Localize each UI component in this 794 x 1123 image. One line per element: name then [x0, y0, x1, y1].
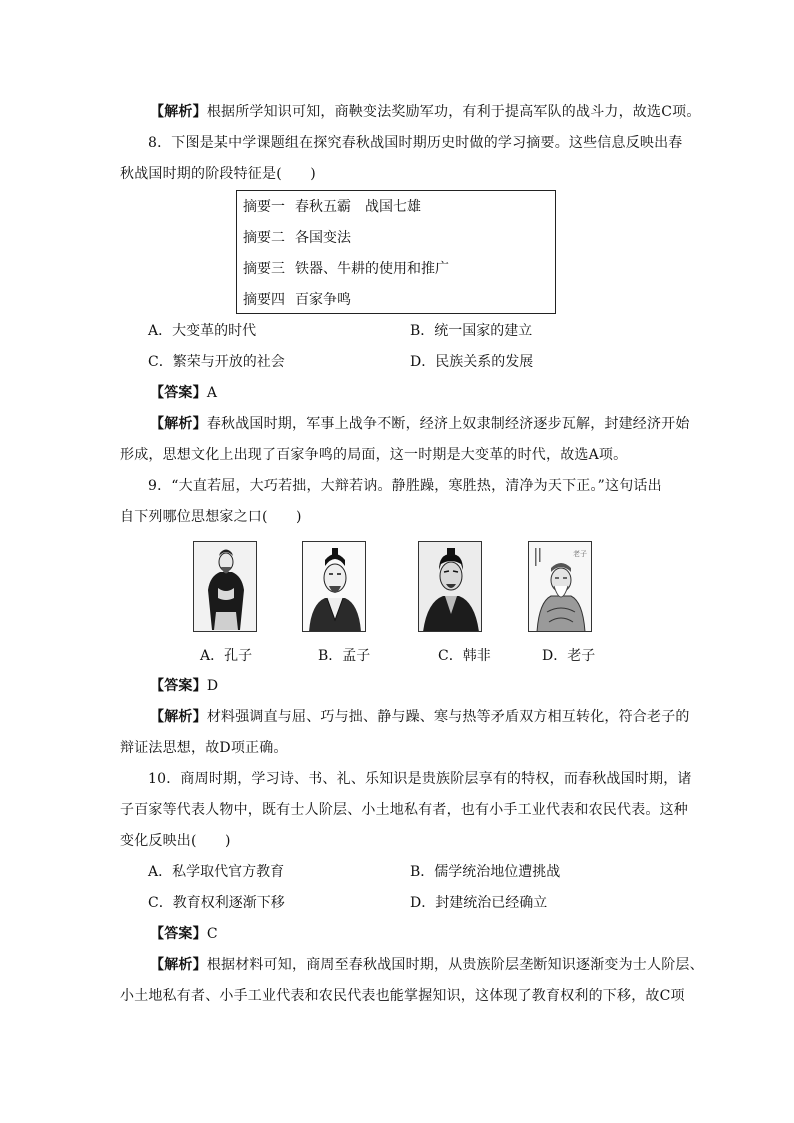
q7-analysis [150, 102, 701, 122]
q9-analysis-line-2: 辩证法思想，故D项正确。 [120, 740, 288, 756]
summary-key: 摘要二 [243, 230, 285, 246]
summary-value: 各国变法 [295, 230, 351, 246]
q9-stem-line-1: 9．“大直若屈，大巧若拙，大辩若讷。静胜躁，寒胜热，清净为天下正。”这句话出 [148, 478, 662, 494]
summary-row [243, 197, 421, 217]
q10-stem-line-2: 子百家等代表人物中，既有士人阶层、小土地私有者，也有小手工业代表和农民代表。这种 [120, 802, 688, 818]
summary-key: 摘要一 [243, 199, 285, 215]
summary-row [243, 290, 351, 310]
answer-value: A [206, 385, 218, 401]
analysis-tag: 【解析】 [150, 416, 207, 432]
q9-option-b[interactable]: B．孟子 [318, 648, 371, 664]
q10-analysis-line-1 [150, 955, 704, 975]
answer-value: D [206, 678, 219, 694]
confucius-portrait [193, 541, 257, 632]
hanfei-portrait [418, 541, 482, 632]
q8-option-c[interactable]: C．繁荣与开放的社会 [148, 354, 285, 370]
analysis-text: 春秋战国时期，军事上战争不断，经济上奴隶制经济逐步瓦解，封建经济开始 [206, 416, 690, 432]
q10-answer [150, 924, 218, 944]
q8-option-d[interactable]: D．民族关系的发展 [410, 354, 534, 370]
summary-row [243, 228, 351, 248]
summary-key: 摘要三 [243, 261, 285, 277]
q10-option-c[interactable]: C．教育权利逐渐下移 [148, 895, 285, 911]
q8-option-b[interactable]: B．统一国家的建立 [410, 323, 533, 339]
q9-analysis-line-1 [150, 707, 690, 727]
answer-tag: 【答案】 [150, 385, 207, 401]
summary-row [243, 259, 449, 279]
q10-option-b[interactable]: B．儒学统治地位遭挑战 [410, 864, 561, 880]
answer-tag: 【答案】 [150, 678, 207, 694]
analysis-tag: 【解析】 [150, 709, 207, 725]
summary-value: 铁器、牛耕的使用和推广 [295, 261, 449, 277]
q10-option-a[interactable]: A．私学取代官方教育 [148, 864, 285, 880]
mencius-portrait [302, 541, 366, 632]
summary-value: 百家争鸣 [295, 292, 351, 308]
q8-stem-line-1: 8．下图是某中学课题组在探究春秋战国时期历史时做的学习摘要。这些信息反映出春 [148, 135, 683, 151]
q10-stem-line-3: 变化反映出( ) [120, 833, 231, 849]
analysis-text: 根据所学知识可知，商鞅变法奖励军功，有利于提高军队的战斗力，故选C项。 [206, 104, 701, 120]
q8-analysis-line-2: 形成，思想文化上出现了百家争鸣的局面，这一时期是大变革的时代，故选A项。 [120, 447, 628, 463]
q9-option-c[interactable]: C．韩非 [438, 648, 491, 664]
laozi-portrait [528, 541, 592, 632]
q8-option-a[interactable]: A．大变革的时代 [148, 323, 257, 339]
analysis-text: 材料强调直与屈、巧与拙、静与躁、寒与热等矛盾双方相互转化，符合老子的 [206, 709, 690, 725]
q10-analysis-line-2: 小土地私有者、小手工业代表和农民代表也能掌握知识，这体现了教育权利的下移，故C项 [120, 988, 685, 1004]
summary-value: 春秋五霸 战国七雄 [295, 199, 421, 215]
q9-option-d[interactable]: D．老子 [542, 648, 596, 664]
summary-key: 摘要四 [243, 292, 285, 308]
q9-option-a[interactable]: A．孔子 [200, 648, 253, 664]
q8-stem-line-2: 秋战国时期的阶段特征是( ) [120, 166, 316, 182]
q8-answer [150, 383, 217, 403]
analysis-text: 根据材料可知，商周至春秋战国时期，从贵族阶层垄断知识逐渐变为士人阶层、 [206, 957, 704, 973]
answer-value: C [206, 926, 218, 942]
svg-text:老子: 老子 [573, 550, 587, 558]
analysis-tag: 【解析】 [150, 957, 207, 973]
q9-stem-line-2: 自下列哪位思想家之口( ) [120, 509, 302, 525]
summary-table [236, 190, 556, 314]
q10-stem-line-1: 10．商周时期，学习诗、书、礼、乐知识是贵族阶层享有的特权，而春秋战国时期，诸 [148, 771, 692, 787]
q9-answer [150, 676, 218, 696]
q10-option-d[interactable]: D．封建统治已经确立 [410, 895, 548, 911]
q8-analysis-line-1 [150, 414, 690, 434]
answer-tag: 【答案】 [150, 926, 207, 942]
analysis-tag: 【解析】 [150, 104, 207, 120]
